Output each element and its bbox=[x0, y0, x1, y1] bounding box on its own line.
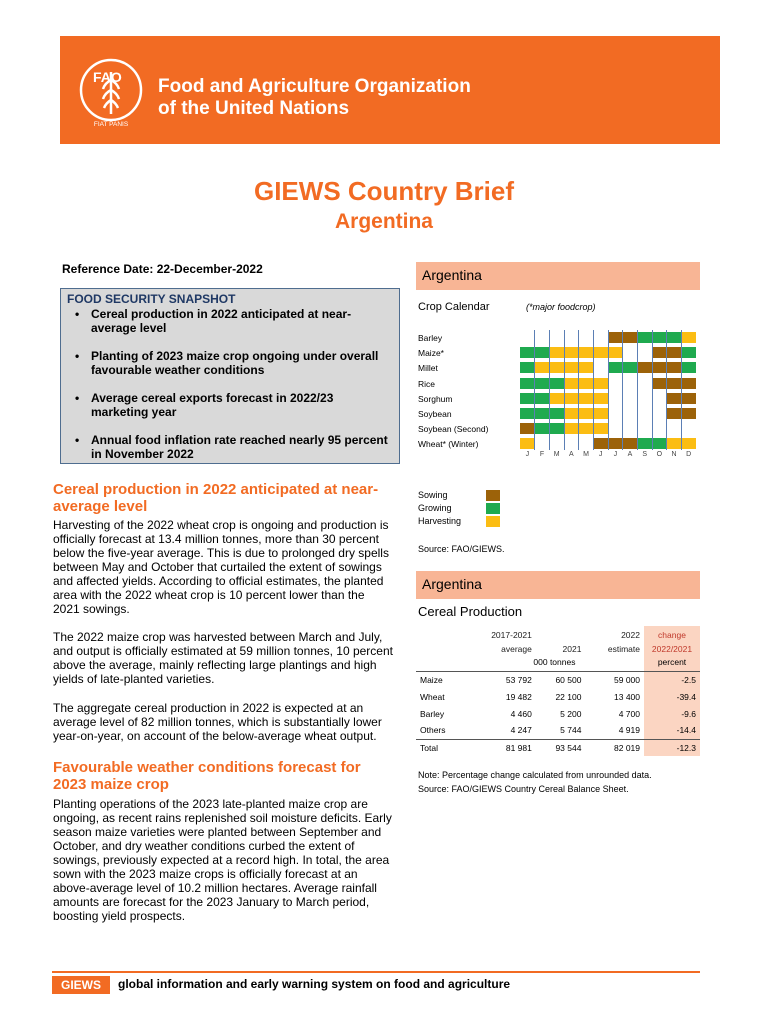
section1-paragraph-1: Harvesting of the 2022 wheat crop is ongoing and production is officially forecast at 13.4 million tonnes, more than 30 percent below the five-year average. This is due to prolonged dry spells between May and October that curtailed the extent of sowings and affected yields. According to official estimates, the planted area with the 2022 wheat crop is 10 percent lower than the 2021 sowings. bbox=[53, 518, 389, 616]
month-label: O bbox=[656, 451, 663, 458]
month-label: F bbox=[539, 451, 545, 458]
cell-change: -14.4 bbox=[644, 722, 700, 739]
calendar-cell bbox=[681, 438, 696, 449]
calendar-cell bbox=[564, 423, 579, 434]
crop-label: Millet bbox=[418, 363, 438, 374]
crop-calendar-title: Crop Calendar bbox=[418, 301, 490, 313]
calendar-cell bbox=[608, 393, 623, 404]
crop-calendar-grid bbox=[520, 330, 696, 450]
cell-2021: 22 100 bbox=[555, 691, 582, 702]
cell-2022: 4 919 bbox=[618, 725, 640, 736]
units-cell: 000 tonnes bbox=[465, 654, 644, 671]
calendar-cell bbox=[579, 408, 594, 419]
footer-text: global information and early warning system on food and agriculture bbox=[118, 977, 511, 991]
calendar-cell bbox=[579, 438, 594, 449]
calendar-cell bbox=[667, 438, 682, 449]
month-gridline bbox=[564, 330, 565, 450]
calendar-cell bbox=[623, 362, 638, 373]
calendar-cell bbox=[652, 408, 667, 419]
calendar-cell bbox=[667, 378, 682, 389]
month-gridline bbox=[622, 330, 623, 450]
section2-heading: Favourable weather conditions forecast for 2023 maize crop bbox=[53, 759, 361, 793]
calendar-cell bbox=[593, 393, 608, 404]
calendar-cell bbox=[579, 378, 594, 389]
header-cell: 2022/2021 bbox=[644, 640, 700, 654]
calendar-cell bbox=[608, 347, 623, 358]
month-gridline bbox=[681, 330, 682, 450]
cell-avg: 19 482 bbox=[505, 691, 532, 702]
calendar-cell bbox=[593, 423, 608, 434]
cereal-production-note: Note: Percentage change calculated from unrounded data. bbox=[418, 770, 652, 780]
crop-label: Soybean bbox=[418, 409, 452, 420]
footer-giews-tag: GIEWS bbox=[52, 976, 110, 994]
calendar-cell bbox=[579, 393, 594, 404]
legend-item-sowing bbox=[418, 490, 461, 503]
calendar-cell bbox=[549, 347, 564, 358]
calendar-cell bbox=[520, 362, 535, 373]
cell-avg: 4 460 bbox=[510, 708, 532, 719]
calendar-cell bbox=[535, 438, 550, 449]
fao-logo-icon bbox=[78, 50, 144, 130]
calendar-cell bbox=[579, 362, 594, 373]
calendar-cell bbox=[549, 378, 564, 389]
legend-label: Sowing bbox=[418, 490, 448, 500]
calendar-cell bbox=[520, 378, 535, 389]
org-line1: Food and Agriculture Organization bbox=[158, 76, 471, 97]
calendar-cell bbox=[681, 408, 696, 419]
calendar-cell bbox=[564, 378, 579, 389]
calendar-cell bbox=[593, 408, 608, 419]
calendar-cell bbox=[608, 408, 623, 419]
logo-motto: FIAT PANIS bbox=[93, 121, 129, 128]
reference-date: Reference Date: 22-December-2022 bbox=[62, 262, 263, 276]
crop-label: Maize* bbox=[418, 348, 444, 359]
snapshot-item: • Annual food inflation rate reached nearly 95 percent in November 2022 bbox=[67, 433, 393, 461]
calendar-cell bbox=[535, 423, 550, 434]
cell-2021: 5 744 bbox=[560, 725, 582, 736]
calendar-cell bbox=[520, 393, 535, 404]
section2-paragraph-1: Planting operations of the 2023 late-planted maize crop are ongoing, as recent rains replenished soil moisture deficits. Early season maize varieties were planted between September and October, and dry weather conditions curbed the extent of sowings, previously expected at a record high. In total, the area sown with the 2023 maize crops is officially forecast at an above-average level of 10.2 million hectares. Average rainfall amounts are forecast for the 2023 January to March period, boosting yield prospects. bbox=[53, 797, 392, 923]
org-name bbox=[158, 76, 471, 120]
calendar-cell bbox=[535, 408, 550, 419]
cell-2022: 4 700 bbox=[618, 708, 640, 719]
cell-2021: 5 200 bbox=[560, 708, 582, 719]
cereal-production-title: Cereal Production bbox=[418, 604, 523, 619]
calendar-cell bbox=[535, 393, 550, 404]
cell-avg: 81 981 bbox=[465, 739, 536, 756]
calendar-cell bbox=[549, 332, 564, 343]
table-units-row bbox=[416, 654, 700, 671]
table-row bbox=[416, 722, 700, 739]
row-label: Barley bbox=[420, 708, 445, 719]
section1-heading: Cereal production in 2022 anticipated at near-average level bbox=[53, 481, 379, 515]
calendar-cell bbox=[637, 332, 652, 343]
month-gridline bbox=[549, 330, 550, 450]
snapshot-item: • Average cereal exports forecast in 2022/23 marketing year bbox=[67, 391, 393, 419]
calendar-cell bbox=[623, 393, 638, 404]
snapshot-item: • Cereal production in 2022 anticipated at near-average level bbox=[67, 307, 393, 335]
crop-calendar-source: Source: FAO/GIEWS. bbox=[418, 544, 505, 554]
cereal-production-source: Source: FAO/GIEWS Country Cereal Balance Sheet. bbox=[418, 784, 629, 794]
calendar-cell bbox=[667, 393, 682, 404]
crop-labels bbox=[418, 331, 488, 453]
month-gridline bbox=[637, 330, 638, 450]
calendar-cell bbox=[637, 362, 652, 373]
calendar-cell bbox=[520, 423, 535, 434]
row-label: Total bbox=[416, 739, 465, 756]
footer-divider bbox=[52, 971, 700, 973]
month-label: M bbox=[553, 451, 560, 458]
calendar-cell bbox=[681, 332, 696, 343]
section1-paragraph-2: The 2022 maize crop was harvested between March and July, and output is officially estimated at 59 million tonnes, 10 percent above the average, mainly reflecting large plantings and high yields of late-planted varieties. bbox=[53, 630, 393, 686]
calendar-cell bbox=[608, 423, 623, 434]
snapshot-item: • Planting of 2023 maize crop ongoing under overall favourable weather conditions bbox=[67, 349, 393, 377]
table-row bbox=[416, 671, 700, 688]
header-cell bbox=[536, 626, 586, 640]
header-cell bbox=[416, 626, 465, 640]
calendar-cell bbox=[549, 423, 564, 434]
cell-change: -39.4 bbox=[644, 688, 700, 705]
calendar-cell bbox=[535, 332, 550, 343]
table-row bbox=[416, 688, 700, 705]
crop-label: Soybean (Second) bbox=[418, 424, 489, 435]
month-gridline bbox=[534, 330, 535, 450]
calendar-cell bbox=[520, 332, 535, 343]
cell-avg: 4 247 bbox=[510, 725, 532, 736]
month-label: J bbox=[525, 451, 530, 458]
calendar-cell bbox=[667, 347, 682, 358]
calendar-cell bbox=[549, 362, 564, 373]
month-gridline bbox=[652, 330, 653, 450]
calendar-cell bbox=[549, 408, 564, 419]
cell-change: -9.6 bbox=[644, 705, 700, 722]
calendar-cell bbox=[593, 362, 608, 373]
row-label: Others bbox=[420, 725, 446, 736]
table-header-row bbox=[416, 640, 700, 654]
legend-item-harvesting bbox=[418, 516, 461, 529]
page-subtitle: Argentina bbox=[334, 210, 433, 233]
cell-2022: 59 000 bbox=[614, 674, 640, 685]
calendar-cell bbox=[652, 438, 667, 449]
calendar-cell bbox=[681, 393, 696, 404]
row-label: Maize bbox=[420, 674, 443, 685]
calendar-cell bbox=[608, 438, 623, 449]
month-gridline bbox=[666, 330, 667, 450]
calendar-cell bbox=[681, 362, 696, 373]
calendar-cell bbox=[579, 332, 594, 343]
calendar-cell bbox=[637, 408, 652, 419]
crop-calendar-legend bbox=[418, 490, 461, 529]
month-label: M bbox=[583, 451, 589, 458]
calendar-cell bbox=[681, 378, 696, 389]
cell-2021: 93 544 bbox=[536, 739, 586, 756]
header-cell bbox=[416, 640, 465, 654]
header-cell: 2021 bbox=[562, 644, 582, 654]
calendar-cell bbox=[652, 423, 667, 434]
calendar-cell bbox=[637, 423, 652, 434]
month-label: A bbox=[627, 451, 633, 458]
calendar-cell bbox=[652, 332, 667, 343]
month-gridline bbox=[578, 330, 579, 450]
calendar-cell bbox=[579, 423, 594, 434]
calendar-cell bbox=[564, 332, 579, 343]
fao-banner bbox=[60, 36, 720, 144]
month-axis bbox=[520, 451, 696, 461]
crop-label: Rice bbox=[418, 378, 436, 389]
cell-change: -2.5 bbox=[644, 671, 700, 688]
units-cell: percent bbox=[644, 654, 700, 671]
crop-label: Barley bbox=[418, 333, 443, 343]
calendar-cell bbox=[623, 332, 638, 343]
header-cell: change bbox=[644, 626, 700, 640]
header-cell: 2017-2021 bbox=[491, 630, 532, 640]
calendar-cell bbox=[549, 438, 564, 449]
legend-label: Harvesting bbox=[418, 516, 462, 526]
crop-label: Wheat* (Winter) bbox=[418, 439, 479, 450]
legend-item-growing bbox=[418, 503, 461, 516]
calendar-cell bbox=[593, 438, 608, 449]
calendar-cell bbox=[623, 378, 638, 389]
header-cell: average bbox=[501, 644, 532, 654]
calendar-cell bbox=[593, 378, 608, 389]
calendar-cell bbox=[535, 378, 550, 389]
calendar-cell bbox=[623, 423, 638, 434]
section1-paragraph-3: The aggregate cereal production in 2022 is expected at an average level of 82 million tonnes, which is substantially lower year-on-year, on account of the below-average wheat output. bbox=[53, 701, 382, 743]
logo-letter-f: FAO bbox=[93, 69, 122, 85]
header-cell: estimate bbox=[607, 644, 640, 654]
month-label: A bbox=[568, 451, 574, 458]
calendar-cell bbox=[549, 393, 564, 404]
cell-2021: 60 500 bbox=[555, 674, 582, 685]
month-gridline bbox=[593, 330, 594, 450]
calendar-cell bbox=[681, 423, 696, 434]
calendar-cell bbox=[579, 347, 594, 358]
food-security-snapshot bbox=[60, 288, 400, 464]
month-label: N bbox=[671, 451, 677, 458]
calendar-cell bbox=[593, 332, 608, 343]
month-label: D bbox=[686, 451, 692, 458]
month-label: J bbox=[613, 451, 618, 458]
units-cell bbox=[416, 654, 465, 671]
month-gridline bbox=[608, 330, 609, 450]
header-cell: 2022 bbox=[621, 630, 640, 640]
snapshot-list bbox=[67, 307, 393, 461]
cereal-production-table bbox=[416, 626, 700, 756]
cell-change: -12.3 bbox=[644, 739, 700, 756]
calendar-cell bbox=[535, 347, 550, 358]
page-title: GIEWS Country Brief bbox=[253, 176, 514, 206]
cell-avg: 53 792 bbox=[505, 674, 532, 685]
calendar-cell bbox=[652, 347, 667, 358]
calendar-cell bbox=[564, 347, 579, 358]
legend-swatch bbox=[486, 490, 500, 501]
snapshot-title: FOOD SECURITY SNAPSHOT bbox=[67, 292, 236, 306]
month-label: J bbox=[598, 451, 603, 458]
crop-label: Sorghum bbox=[418, 393, 453, 404]
row-label: Wheat bbox=[420, 691, 445, 702]
calendar-cell bbox=[564, 438, 579, 449]
table-header-row bbox=[416, 626, 700, 640]
calendar-cell bbox=[637, 438, 652, 449]
calendar-cell bbox=[535, 362, 550, 373]
calendar-cell bbox=[681, 347, 696, 358]
calendar-cell bbox=[623, 438, 638, 449]
cereal-production-header: Argentina bbox=[416, 571, 700, 599]
legend-swatch bbox=[486, 516, 500, 527]
legend-label: Growing bbox=[418, 503, 452, 513]
cell-2022: 82 019 bbox=[585, 739, 644, 756]
crop-calendar-header: Argentina bbox=[416, 262, 700, 290]
calendar-cell bbox=[652, 393, 667, 404]
calendar-cell bbox=[593, 347, 608, 358]
calendar-cell bbox=[564, 362, 579, 373]
calendar-cell bbox=[520, 438, 535, 449]
calendar-cell bbox=[637, 378, 652, 389]
cell-2022: 13 400 bbox=[614, 691, 640, 702]
month-label: S bbox=[642, 451, 647, 458]
table-row bbox=[416, 705, 700, 722]
calendar-cell bbox=[623, 347, 638, 358]
table-total-row bbox=[416, 739, 700, 756]
calendar-cell bbox=[667, 423, 682, 434]
legend-swatch bbox=[486, 503, 500, 514]
calendar-cell bbox=[623, 408, 638, 419]
calendar-cell bbox=[637, 347, 652, 358]
org-line2: of the United Nations bbox=[158, 98, 350, 119]
calendar-cell bbox=[667, 408, 682, 419]
calendar-cell bbox=[667, 362, 682, 373]
calendar-cell bbox=[564, 408, 579, 419]
calendar-cell bbox=[608, 332, 623, 343]
calendar-cell bbox=[520, 408, 535, 419]
calendar-cell bbox=[637, 393, 652, 404]
calendar-cell bbox=[564, 393, 579, 404]
calendar-cell bbox=[520, 347, 535, 358]
calendar-cell bbox=[608, 362, 623, 373]
calendar-cell bbox=[652, 378, 667, 389]
crop-calendar-note: (*major foodcrop) bbox=[526, 302, 596, 312]
calendar-cell bbox=[667, 332, 682, 343]
calendar-cell bbox=[652, 362, 667, 373]
calendar-cell bbox=[608, 378, 623, 389]
